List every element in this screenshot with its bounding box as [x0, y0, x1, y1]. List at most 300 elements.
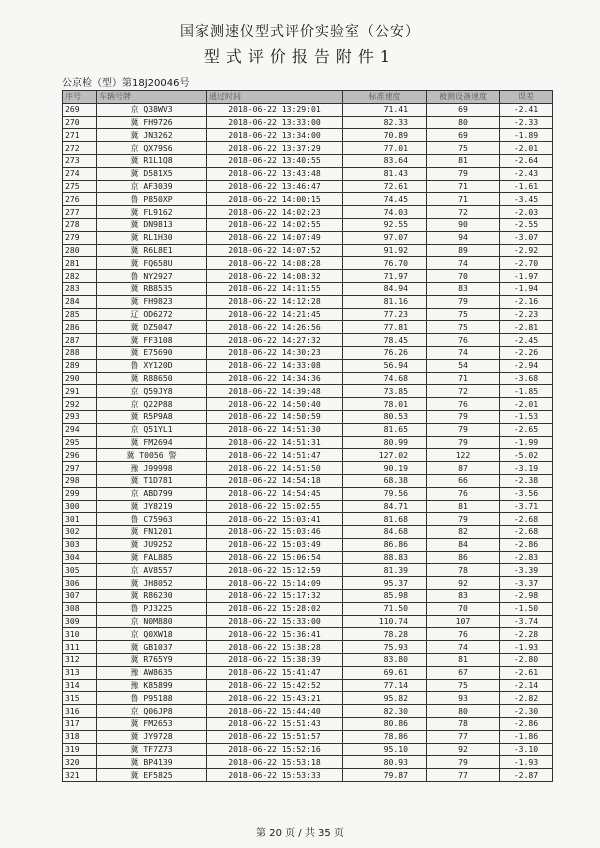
cell-time: 2018-06-22 15:03:46 — [207, 526, 343, 539]
cell-standard-speed: 95.10 — [343, 743, 427, 756]
cell-measured-speed: 74 — [427, 257, 500, 270]
cell-plate: 冀 FF3108 — [97, 334, 207, 347]
cell-error: -3.39 — [500, 564, 553, 577]
cell-error: -2.86 — [500, 538, 553, 551]
cell-measured-speed: 78 — [427, 718, 500, 731]
cell-index: 319 — [63, 743, 97, 756]
column-header-measured-speed: 被测设备速度 — [427, 91, 500, 104]
cell-index: 318 — [63, 730, 97, 743]
table-row — [63, 449, 553, 462]
cell-measured-speed: 74 — [427, 641, 500, 654]
table-row — [63, 154, 553, 167]
cell-measured-speed: 76 — [427, 628, 500, 641]
cell-measured-speed: 87 — [427, 462, 500, 475]
cell-measured-speed: 67 — [427, 666, 500, 679]
cell-plate: 京 ABD799 — [97, 487, 207, 500]
cell-standard-speed: 81.68 — [343, 513, 427, 526]
cell-plate: 豫 K85899 — [97, 679, 207, 692]
cell-index: 288 — [63, 346, 97, 359]
cell-time: 2018-06-22 15:51:57 — [207, 730, 343, 743]
cell-time: 2018-06-22 15:36:41 — [207, 628, 343, 641]
cell-measured-speed: 83 — [427, 282, 500, 295]
cell-measured-speed: 80 — [427, 705, 500, 718]
cell-standard-speed: 84.71 — [343, 500, 427, 513]
cell-standard-speed: 84.68 — [343, 526, 427, 539]
cell-error: -1.50 — [500, 602, 553, 615]
table-row — [63, 206, 553, 219]
cell-measured-speed: 70 — [427, 602, 500, 615]
cell-error: -2.16 — [500, 295, 553, 308]
cell-time: 2018-06-22 14:51:50 — [207, 462, 343, 475]
cell-plate: 冀 T1D781 — [97, 474, 207, 487]
cell-index: 317 — [63, 718, 97, 731]
cell-index: 309 — [63, 615, 97, 628]
cell-standard-speed: 78.01 — [343, 398, 427, 411]
cell-index: 297 — [63, 462, 97, 475]
cell-measured-speed: 76 — [427, 487, 500, 500]
cell-measured-speed: 71 — [427, 372, 500, 385]
cell-measured-speed: 79 — [427, 295, 500, 308]
table-row — [63, 167, 553, 180]
cell-plate: 冀 JY9728 — [97, 730, 207, 743]
cell-error: -2.86 — [500, 718, 553, 731]
table-row — [63, 129, 553, 142]
cell-time: 2018-06-22 15:52:16 — [207, 743, 343, 756]
cell-plate: 冀 R88650 — [97, 372, 207, 385]
cell-standard-speed: 74.03 — [343, 206, 427, 219]
cell-plate: 京 AF3039 — [97, 180, 207, 193]
cell-index: 292 — [63, 398, 97, 411]
table-row — [63, 641, 553, 654]
cell-index: 311 — [63, 641, 97, 654]
cell-plate: 豫 AW8635 — [97, 666, 207, 679]
cell-index: 287 — [63, 334, 97, 347]
cell-index: 284 — [63, 295, 97, 308]
table-row — [63, 218, 553, 231]
cell-plate: 冀 R1L1Q8 — [97, 154, 207, 167]
cell-index: 305 — [63, 564, 97, 577]
table-row — [63, 462, 553, 475]
table-row — [63, 500, 553, 513]
cell-time: 2018-06-22 14:51:47 — [207, 449, 343, 462]
cell-plate: 冀 R86230 — [97, 590, 207, 603]
cell-measured-speed: 79 — [427, 513, 500, 526]
cell-error: -2.80 — [500, 654, 553, 667]
cell-index: 310 — [63, 628, 97, 641]
table-row — [63, 398, 553, 411]
cell-error: -3.68 — [500, 372, 553, 385]
table-row — [63, 116, 553, 129]
cell-plate: 冀 FAL885 — [97, 551, 207, 564]
cell-measured-speed: 83 — [427, 590, 500, 603]
cell-time: 2018-06-22 14:39:48 — [207, 385, 343, 398]
table-row — [63, 577, 553, 590]
cell-index: 274 — [63, 167, 97, 180]
cell-standard-speed: 82.33 — [343, 116, 427, 129]
cell-plate: 冀 R6L8E1 — [97, 244, 207, 257]
cell-standard-speed: 71.41 — [343, 103, 427, 116]
cell-index: 296 — [63, 449, 97, 462]
cell-error: -1.86 — [500, 730, 553, 743]
cell-standard-speed: 81.43 — [343, 167, 427, 180]
table-row — [63, 423, 553, 436]
cell-time: 2018-06-22 14:54:45 — [207, 487, 343, 500]
cell-standard-speed: 74.45 — [343, 193, 427, 206]
cell-error: -3.19 — [500, 462, 553, 475]
cell-time: 2018-06-22 15:28:02 — [207, 602, 343, 615]
cell-index: 293 — [63, 410, 97, 423]
cell-measured-speed: 75 — [427, 679, 500, 692]
column-header-time: 通过时间 — [207, 91, 343, 104]
cell-error: -2.68 — [500, 526, 553, 539]
cell-time: 2018-06-22 14:02:23 — [207, 206, 343, 219]
cell-measured-speed: 79 — [427, 167, 500, 180]
cell-error: -3.10 — [500, 743, 553, 756]
table-row — [63, 679, 553, 692]
cell-error: -2.03 — [500, 206, 553, 219]
cell-plate: 冀 FL9162 — [97, 206, 207, 219]
table-row — [63, 590, 553, 603]
cell-index: 282 — [63, 270, 97, 283]
table-row — [63, 308, 553, 321]
cell-measured-speed: 81 — [427, 500, 500, 513]
table-row — [63, 295, 553, 308]
cell-index: 313 — [63, 666, 97, 679]
table-row — [63, 282, 553, 295]
cell-plate: 鲁 C75963 — [97, 513, 207, 526]
table-row — [63, 692, 553, 705]
cell-error: -1.93 — [500, 756, 553, 769]
cell-index: 271 — [63, 129, 97, 142]
cell-plate: 冀 JH8052 — [97, 577, 207, 590]
cell-plate: 鲁 XY120D — [97, 359, 207, 372]
cell-error: -2.81 — [500, 321, 553, 334]
cell-index: 272 — [63, 142, 97, 155]
cell-index: 302 — [63, 526, 97, 539]
cell-standard-speed: 85.98 — [343, 590, 427, 603]
cell-error: -2.14 — [500, 679, 553, 692]
cell-time: 2018-06-22 14:11:55 — [207, 282, 343, 295]
cell-time: 2018-06-22 15:17:32 — [207, 590, 343, 603]
cell-time: 2018-06-22 15:38:28 — [207, 641, 343, 654]
cell-index: 270 — [63, 116, 97, 129]
cell-time: 2018-06-22 15:03:41 — [207, 513, 343, 526]
cell-time: 2018-06-22 15:51:43 — [207, 718, 343, 731]
cell-plate: 辽 OD6272 — [97, 308, 207, 321]
cell-time: 2018-06-22 14:08:28 — [207, 257, 343, 270]
cell-time: 2018-06-22 15:02:55 — [207, 500, 343, 513]
table-header-row — [63, 91, 553, 104]
cell-error: -2.70 — [500, 257, 553, 270]
column-header-error: 误差 — [500, 91, 553, 104]
cell-time: 2018-06-22 14:30:23 — [207, 346, 343, 359]
cell-time: 2018-06-22 13:29:01 — [207, 103, 343, 116]
cell-plate: 冀 EF5825 — [97, 769, 207, 782]
cell-plate: 豫 J99998 — [97, 462, 207, 475]
cell-plate: 冀 GB1037 — [97, 641, 207, 654]
cell-measured-speed: 107 — [427, 615, 500, 628]
cell-error: -2.82 — [500, 692, 553, 705]
cell-standard-speed: 70.89 — [343, 129, 427, 142]
cell-index: 299 — [63, 487, 97, 500]
table-row — [63, 615, 553, 628]
cell-measured-speed: 77 — [427, 769, 500, 782]
cell-measured-speed: 70 — [427, 270, 500, 283]
cell-error: -2.68 — [500, 513, 553, 526]
cell-index: 320 — [63, 756, 97, 769]
cell-time: 2018-06-22 15:53:18 — [207, 756, 343, 769]
cell-measured-speed: 79 — [427, 410, 500, 423]
cell-standard-speed: 69.61 — [343, 666, 427, 679]
cell-index: 304 — [63, 551, 97, 564]
cell-measured-speed: 75 — [427, 142, 500, 155]
cell-time: 2018-06-22 14:27:32 — [207, 334, 343, 347]
cell-plate: 京 Q38WV3 — [97, 103, 207, 116]
cell-plate: 京 Q0XW18 — [97, 628, 207, 641]
cell-measured-speed: 79 — [427, 423, 500, 436]
cell-time: 2018-06-22 13:34:00 — [207, 129, 343, 142]
cell-measured-speed: 69 — [427, 129, 500, 142]
cell-error: -3.07 — [500, 231, 553, 244]
cell-time: 2018-06-22 14:33:08 — [207, 359, 343, 372]
cell-standard-speed: 77.01 — [343, 142, 427, 155]
table-row — [63, 231, 553, 244]
cell-index: 273 — [63, 154, 97, 167]
cell-error: -3.56 — [500, 487, 553, 500]
cell-error: -2.26 — [500, 346, 553, 359]
table-row — [63, 730, 553, 743]
cell-standard-speed: 84.94 — [343, 282, 427, 295]
table-row — [63, 244, 553, 257]
cell-plate: 冀 FM2694 — [97, 436, 207, 449]
cell-plate: 冀 D581X5 — [97, 167, 207, 180]
cell-error: -2.98 — [500, 590, 553, 603]
cell-plate: 冀 JU9252 — [97, 538, 207, 551]
table-row — [63, 769, 553, 782]
cell-standard-speed: 91.92 — [343, 244, 427, 257]
cell-index: 301 — [63, 513, 97, 526]
cell-standard-speed: 56.94 — [343, 359, 427, 372]
cell-standard-speed: 110.74 — [343, 615, 427, 628]
cell-index: 300 — [63, 500, 97, 513]
cell-standard-speed: 86.86 — [343, 538, 427, 551]
cell-index: 279 — [63, 231, 97, 244]
table-row — [63, 321, 553, 334]
cell-measured-speed: 89 — [427, 244, 500, 257]
cell-index: 283 — [63, 282, 97, 295]
cell-standard-speed: 78.45 — [343, 334, 427, 347]
cell-time: 2018-06-22 14:50:40 — [207, 398, 343, 411]
cell-time: 2018-06-22 15:12:59 — [207, 564, 343, 577]
cell-measured-speed: 71 — [427, 193, 500, 206]
cell-time: 2018-06-22 14:26:56 — [207, 321, 343, 334]
cell-error: -2.83 — [500, 551, 553, 564]
column-header-standard-speed: 标准速度 — [343, 91, 427, 104]
cell-time: 2018-06-22 13:46:47 — [207, 180, 343, 193]
cell-standard-speed: 82.30 — [343, 705, 427, 718]
cell-index: 314 — [63, 679, 97, 692]
table-body — [63, 103, 553, 781]
cell-index: 286 — [63, 321, 97, 334]
cell-plate: 冀 T0056 警 — [97, 449, 207, 462]
cell-index: 280 — [63, 244, 97, 257]
cell-index: 312 — [63, 654, 97, 667]
cell-plate: 冀 DN9813 — [97, 218, 207, 231]
cell-measured-speed: 94 — [427, 231, 500, 244]
cell-plate: 京 Q06JP8 — [97, 705, 207, 718]
cell-standard-speed: 77.81 — [343, 321, 427, 334]
cell-standard-speed: 83.64 — [343, 154, 427, 167]
cell-time: 2018-06-22 14:51:31 — [207, 436, 343, 449]
cell-time: 2018-06-22 13:37:29 — [207, 142, 343, 155]
cell-error: -5.02 — [500, 449, 553, 462]
cell-measured-speed: 81 — [427, 154, 500, 167]
cell-standard-speed: 74.68 — [343, 372, 427, 385]
report-title: 型式评价报告附件1 — [203, 47, 397, 66]
cell-standard-speed: 78.86 — [343, 730, 427, 743]
cell-measured-speed: 66 — [427, 474, 500, 487]
cell-error: -1.94 — [500, 282, 553, 295]
page-number: 第 20 页 / 共 35 页 — [256, 828, 344, 839]
cell-measured-speed: 72 — [427, 385, 500, 398]
cell-time: 2018-06-22 14:51:30 — [207, 423, 343, 436]
cell-error: -2.33 — [500, 116, 553, 129]
cell-error: -2.41 — [500, 103, 553, 116]
cell-time: 2018-06-22 15:38:39 — [207, 654, 343, 667]
cell-standard-speed: 80.86 — [343, 718, 427, 731]
cell-plate: 冀 E75690 — [97, 346, 207, 359]
cell-standard-speed: 77.23 — [343, 308, 427, 321]
cell-error: -3.37 — [500, 577, 553, 590]
cell-standard-speed: 92.55 — [343, 218, 427, 231]
table-row — [63, 654, 553, 667]
table-row — [63, 257, 553, 270]
cell-time: 2018-06-22 15:33:00 — [207, 615, 343, 628]
cell-index: 315 — [63, 692, 97, 705]
table-row — [63, 410, 553, 423]
cell-standard-speed: 95.82 — [343, 692, 427, 705]
table-row — [63, 346, 553, 359]
cell-error: -2.45 — [500, 334, 553, 347]
cell-measured-speed: 90 — [427, 218, 500, 231]
cell-index: 316 — [63, 705, 97, 718]
table-row — [63, 666, 553, 679]
cell-time: 2018-06-22 14:12:28 — [207, 295, 343, 308]
cell-time: 2018-06-22 15:44:40 — [207, 705, 343, 718]
cell-standard-speed: 97.07 — [343, 231, 427, 244]
cell-plate: 冀 FH9823 — [97, 295, 207, 308]
cell-plate: 京 N0M880 — [97, 615, 207, 628]
cell-measured-speed: 81 — [427, 654, 500, 667]
cell-standard-speed: 71.50 — [343, 602, 427, 615]
cell-plate: 冀 FN1201 — [97, 526, 207, 539]
cell-error: -2.01 — [500, 142, 553, 155]
cell-plate: 冀 FM2653 — [97, 718, 207, 731]
cell-standard-speed: 81.39 — [343, 564, 427, 577]
cell-index: 306 — [63, 577, 97, 590]
cell-index: 290 — [63, 372, 97, 385]
cell-standard-speed: 127.02 — [343, 449, 427, 462]
cell-measured-speed: 72 — [427, 206, 500, 219]
cell-plate: 冀 FQ658U — [97, 257, 207, 270]
cell-standard-speed: 80.53 — [343, 410, 427, 423]
table-row — [63, 385, 553, 398]
cell-index: 275 — [63, 180, 97, 193]
cell-plate: 鲁 P95188 — [97, 692, 207, 705]
cell-measured-speed: 84 — [427, 538, 500, 551]
cell-plate: 京 Q59JY8 — [97, 385, 207, 398]
document-number: 公京检（型）第18J20046号 — [62, 78, 190, 89]
cell-index: 321 — [63, 769, 97, 782]
cell-standard-speed: 79.87 — [343, 769, 427, 782]
cell-measured-speed: 78 — [427, 564, 500, 577]
speed-test-table-container — [62, 90, 553, 782]
table-row — [63, 474, 553, 487]
cell-time: 2018-06-22 15:43:21 — [207, 692, 343, 705]
cell-measured-speed: 75 — [427, 321, 500, 334]
cell-standard-speed: 80.99 — [343, 436, 427, 449]
cell-error: -2.65 — [500, 423, 553, 436]
table-row — [63, 743, 553, 756]
cell-plate: 京 Q22P88 — [97, 398, 207, 411]
cell-time: 2018-06-22 15:53:33 — [207, 769, 343, 782]
cell-standard-speed: 80.93 — [343, 756, 427, 769]
cell-measured-speed: 71 — [427, 180, 500, 193]
cell-index: 276 — [63, 193, 97, 206]
cell-index: 294 — [63, 423, 97, 436]
table-row — [63, 705, 553, 718]
cell-time: 2018-06-22 14:21:45 — [207, 308, 343, 321]
table-row — [63, 103, 553, 116]
table-row — [63, 526, 553, 539]
cell-time: 2018-06-22 15:06:54 — [207, 551, 343, 564]
cell-error: -2.28 — [500, 628, 553, 641]
cell-standard-speed: 76.26 — [343, 346, 427, 359]
cell-measured-speed: 86 — [427, 551, 500, 564]
cell-error: -1.61 — [500, 180, 553, 193]
cell-measured-speed: 76 — [427, 398, 500, 411]
cell-measured-speed: 92 — [427, 577, 500, 590]
cell-error: -2.64 — [500, 154, 553, 167]
cell-standard-speed: 68.38 — [343, 474, 427, 487]
cell-error: -2.43 — [500, 167, 553, 180]
table-row — [63, 602, 553, 615]
cell-measured-speed: 77 — [427, 730, 500, 743]
cell-measured-speed: 54 — [427, 359, 500, 372]
cell-plate: 冀 DZ5047 — [97, 321, 207, 334]
cell-plate: 冀 FH9726 — [97, 116, 207, 129]
cell-standard-speed: 88.83 — [343, 551, 427, 564]
cell-index: 295 — [63, 436, 97, 449]
cell-plate: 冀 RB8535 — [97, 282, 207, 295]
cell-plate: 冀 TF7Z73 — [97, 743, 207, 756]
cell-measured-speed: 76 — [427, 334, 500, 347]
cell-index: 269 — [63, 103, 97, 116]
cell-error: -2.61 — [500, 666, 553, 679]
cell-error: -2.87 — [500, 769, 553, 782]
cell-plate: 冀 JY8219 — [97, 500, 207, 513]
cell-error: -1.93 — [500, 641, 553, 654]
cell-standard-speed: 95.37 — [343, 577, 427, 590]
cell-time: 2018-06-22 15:14:09 — [207, 577, 343, 590]
cell-error: -1.99 — [500, 436, 553, 449]
cell-plate: 冀 R765Y9 — [97, 654, 207, 667]
cell-plate: 鲁 PJ3225 — [97, 602, 207, 615]
cell-time: 2018-06-22 15:41:47 — [207, 666, 343, 679]
cell-measured-speed: 69 — [427, 103, 500, 116]
cell-measured-speed: 82 — [427, 526, 500, 539]
table-row — [63, 628, 553, 641]
